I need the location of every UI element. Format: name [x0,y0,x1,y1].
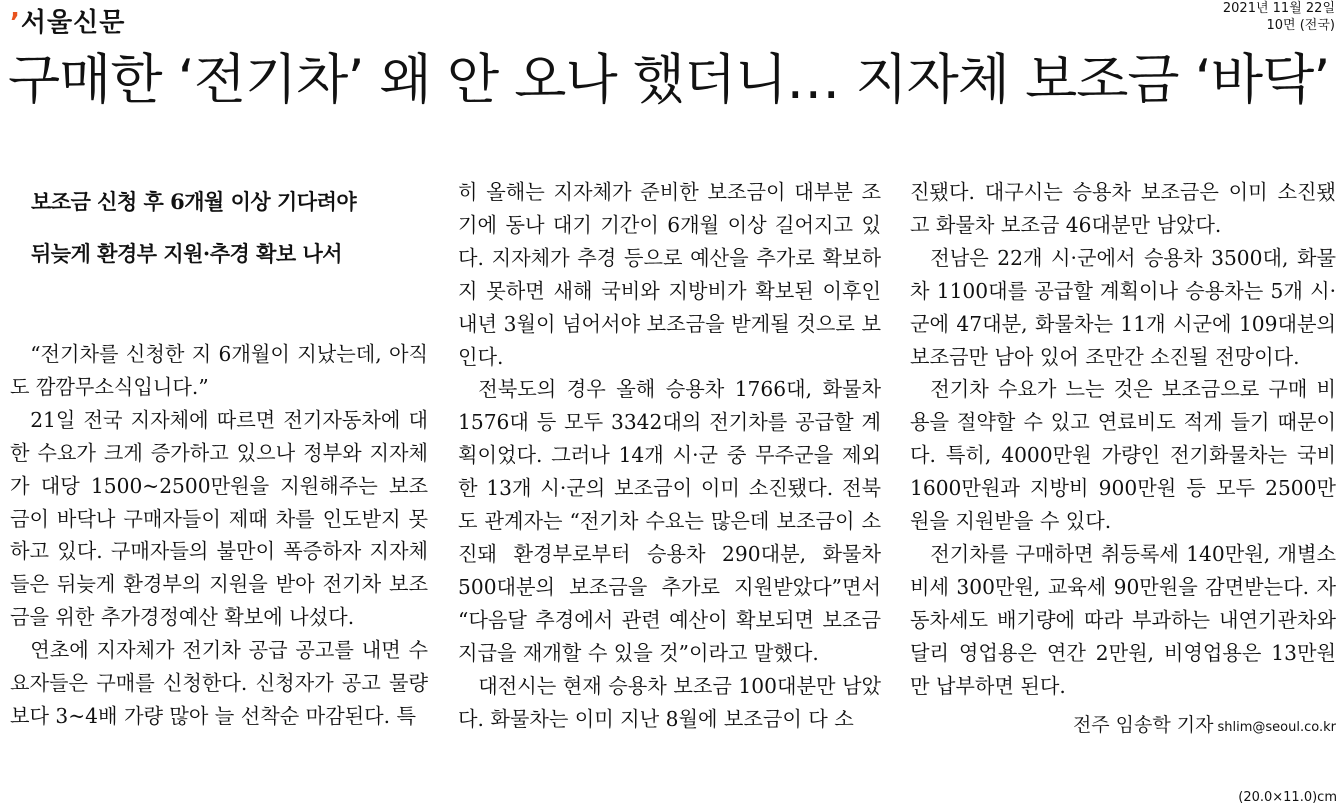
newspaper-logo [10,2,125,39]
reporter-name: 전주 임송학 기자 [1072,713,1214,736]
dateline [1223,0,1335,34]
clipping-size: (20.0×11.0)cm [1238,790,1337,805]
logo-name: 서울신문 [20,8,126,38]
paragraph: 대전시는 현재 승용차 보조금 100대분만 남았다. 화물차는 이미 지난 8월에 보조금이 다 소 [458,673,881,731]
page-number: 10면 (전국) [1266,18,1335,33]
article-column-2 [458,176,881,735]
paragraph: 전남은 22개 시·군에서 승용차 3500대, 화물차 1100대를 공급할 계획이나 승용차는 5개 시·군에 47대분, 화물차는 11개 시군에 109대분의 보조금만 남아 있어 조만간 소진될 전망이다. [910,245,1336,369]
article-column-3 [910,176,1336,744]
paragraph: 진됐다. 대구시는 승용차 보조금은 이미 소진됐고 화물차 보조금 46대분만 남았다. [910,180,1336,237]
paragraph: 전기차를 구매하면 취등록세 140만원, 개별소비세 300만원, 교육세 90만원을 감면받는다. 자동차세도 배기량에 따라 부과하는 내연기관차와 달리 영업용은 연간 2만원, 비영업용은 13만원만 납부하면 된다. [910,541,1336,698]
paragraph: 연초에 지자체가 전기차 공급 공고를 내면 수요자들은 구매를 신청한다. 신청자가 공고 물량보다 3~4배 가량 많아 늘 선착순 마감된다. 특 [10,638,428,728]
reporter-email: shlim@seoul.co.kr [1217,719,1336,735]
subhead-1: 보조금 신청 후 6개월 이상 기다려야 [31,189,357,214]
subhead-2: 뒤늦게 환경부 지원·추경 확보 나서 [31,241,343,266]
paragraph: 전북도의 경우 올해 승용차 1766대, 화물차 1576대 등 모두 3342대의 전기차를 공급할 계획이었다. 그러나 14개 시·군 중 무주군을 제외한 13개 시·군의 보조금이 이미 소진됐다. 전북도 관계자는 “전기차 수요는 많은데 보조금이 소진돼 환경부로부터 승용차 290대분, 화물차 500대분의 보조금을 추가로 지원받았다”면서 “다음달 추경에서 관련 예산이 확보되면 보조금 지급을 재개할 수 있을 것”이라고 말했다. [458,377,881,665]
article-column-1 [10,176,428,733]
paragraph: 히 올해는 지자체가 준비한 보조금이 대부분 조기에 동나 대기 기간이 6개월 이상 길어지고 있다. 지자체가 추경 등으로 예산을 추가로 확보하지 못하면 새해 국비와 지방비가 확보된 이후인 내년 3월이 넘어서야 보조금을 받게될 것으로 보인다. [458,180,881,369]
headline: 구매한 ‘전기차’ 왜 안 오나 했더니… 지자체 보조금 ‘바닥’ [8,48,1330,111]
publication-date: 2021년 11월 22일 [1222,1,1335,16]
paragraph: 21일 전국 지자체에 따르면 전기자동차에 대한 수요가 크게 증가하고 있으나 정부와 지자체가 대당 1500~2500만원을 지원해주는 보조금이 바닥나 구매자들이 제때 차를 인도받지 못하고 있다. 구매자들의 불만이 폭증하자 지자체들은 뒤늦게 환경부의 지원을 받아 전기차 보조금을 위한 추가경정예산 확보에 나섰다. [10,407,428,630]
paragraph: “전기차를 신청한 지 6개월이 지났는데, 아직 도 깜깜무소식입니다.” [10,342,428,399]
paragraph: 전기차 수요가 느는 것은 보조금으로 구매 비용을 절약할 수 있고 연료비도 적게 들기 때문이다. 특히, 4000만원 가량인 전기화물차는 국비 1600만원과 지방비 900만원 등 모두 2500만원을 지원받을 수 있다. [910,377,1336,534]
logo-mark: ’ [10,8,21,38]
byline [910,709,1336,745]
